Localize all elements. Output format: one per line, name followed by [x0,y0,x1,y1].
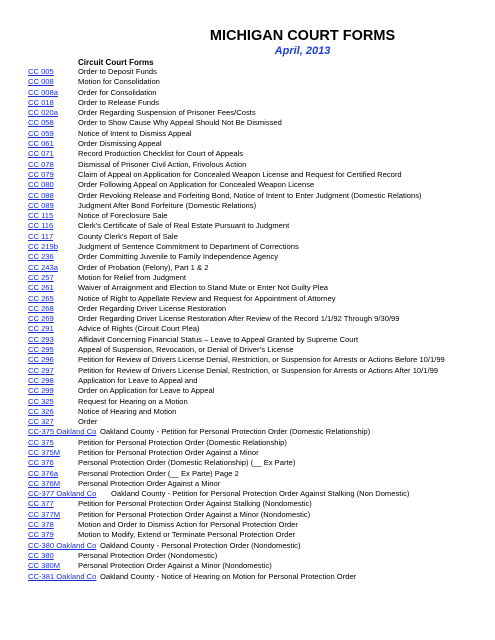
form-row [28,510,493,520]
form-code-link[interactable]: CC 269 [28,314,54,324]
form-code-link[interactable]: CC 299 [28,386,54,396]
form-code-link[interactable]: CC-381 Oakland Co [28,571,97,581]
form-code-link[interactable]: CC 325 [28,396,54,406]
form-row [28,294,493,304]
form-code-link[interactable]: CC 268 [28,303,54,313]
form-row [28,139,493,149]
form-row [28,201,493,211]
form-code-link[interactable]: CC 297 [28,365,54,375]
form-description: Oakland County - Personal Protection Order (Nondomestic) [100,540,301,550]
form-code-link[interactable]: CC 376M [28,478,61,488]
form-row [28,98,493,108]
form-code-link[interactable]: CC 219b [28,242,58,252]
form-row [28,221,493,231]
form-row [28,88,493,98]
form-code-link[interactable]: CC 380M [28,561,61,571]
form-code-link[interactable]: CC 377M [28,509,61,519]
form-row [28,67,493,77]
form-code-link[interactable]: CC 298 [28,375,54,385]
form-row [28,304,493,314]
form-row [28,551,493,561]
form-description: Petition for Personal Protection Order Against a Minor [78,447,259,457]
form-description: Petition for Review of Drivers License Denial, Restriction, or Suspension for Arrests or Actions Before 10/1/99 [78,355,445,365]
form-description: Advice of Rights (Circuit Court Plea) [78,324,200,334]
form-code-link[interactable]: CC 059 [28,128,54,138]
form-code-link[interactable]: CC 379 [28,530,54,540]
form-row [28,77,493,87]
form-row [28,355,493,365]
form-description: Judgment After Bond Forfeiture (Domestic Relations) [78,200,257,210]
form-code-link[interactable]: CC 116 [28,221,54,231]
form-code-link[interactable]: CC 018 [28,97,54,107]
form-description: Appeal of Suspension, Revocation, or Denial of Driver’s License [78,345,294,355]
form-row [28,417,493,427]
form-description: Request for Hearing on a Motion [78,396,188,406]
form-code-link[interactable]: CC 008a [28,87,58,97]
form-code-link[interactable]: CC 375 [28,437,54,447]
form-code-link[interactable]: CC 079 [28,169,54,179]
form-row [28,263,493,273]
form-row [28,489,493,499]
form-row [28,283,493,293]
form-description: Clerk's Certificate of Sale of Real Estate Pursuant to Judgment [78,221,290,231]
form-description: Order [78,417,98,427]
form-description: Petition for Personal Protection Order Against Stalking (Nondomestic) [78,499,312,509]
form-code-link[interactable]: CC 376 [28,458,54,468]
form-description: Notice of Hearing and Motion [78,406,177,416]
form-code-link[interactable]: CC 257 [28,272,54,282]
form-code-link[interactable]: CC 243a [28,262,58,272]
form-row [28,469,493,479]
form-row [28,232,493,242]
form-code-link[interactable]: CC 265 [28,293,54,303]
form-row [28,479,493,489]
form-code-link[interactable]: CC 117 [28,231,54,241]
form-code-link[interactable]: CC-377 Oakland Co [28,489,97,499]
forms-list [28,67,493,582]
form-row [28,366,493,376]
form-code-link[interactable]: CC 078 [28,159,54,169]
form-code-link[interactable]: CC 261 [28,283,54,293]
form-code-link[interactable]: CC 296 [28,355,54,365]
form-row [28,448,493,458]
form-description: Order of Probation (Felony), Part 1 & 2 [78,262,209,272]
form-description: Application for Leave to Appeal and [78,375,198,385]
form-row [28,345,493,355]
form-code-link[interactable]: CC 080 [28,180,54,190]
form-description: County Clerk's Report of Sale [78,231,178,241]
form-code-link[interactable]: CC 236 [28,252,54,262]
form-row [28,541,493,551]
form-description: Order to Release Funds [78,97,160,107]
form-description: Order Revoking Release and Forfeiting Bond, Notice of Intent to Enter Judgment (Domestic Relations) [78,190,422,200]
form-row [28,242,493,252]
form-description: Claim of Appeal on Application for Concealed Weapon License and Request for Certified Record [78,169,402,179]
form-row [28,438,493,448]
form-description: Order on Application for Leave to Appeal [78,386,215,396]
form-description: Record Production Checklist for Court of Appeals [78,149,244,159]
form-code-link[interactable]: CC 071 [28,149,54,159]
form-row [28,170,493,180]
form-code-link[interactable]: CC 377 [28,499,54,509]
form-description: Motion for Consolidation [78,77,160,87]
form-description: Personal Protection Order (__ Ex Parte) Page 2 [78,468,239,478]
form-row [28,108,493,118]
form-description: Notice of Intent to Dismiss Appeal [78,128,192,138]
form-description: Petition for Review of Drivers License Denial, Restriction, or Suspension for Arrests or Actions After 10/1/99 [78,365,439,375]
form-row [28,160,493,170]
form-description: Motion to Modify, Extend or Terminate Personal Protection Order [78,530,296,540]
form-description: Order to Deposit Funds [78,67,157,76]
form-description: Order Following Appeal on Application for Concealed Weapon License [78,180,315,190]
section-heading: Circuit Court Forms [78,58,154,67]
form-row [28,427,493,437]
form-code-link[interactable]: CC 115 [28,211,54,221]
form-description: Personal Protection Order (Domestic Relationship) (__ Ex Parte) [78,458,296,468]
form-code-link[interactable]: CC 326 [28,406,54,416]
form-description: Order Regarding Suspension of Prisoner Fees/Costs [78,108,256,118]
form-description: Oakland County - Notice of Hearing on Motion for Personal Protection Order [100,571,357,581]
page-title: MICHIGAN COURT FORMS [209,28,396,44]
form-row [28,252,493,262]
form-description: Order Regarding Driver License Restoration After Review of the Record 1/1/92 Through 9/30/99 [78,314,400,324]
form-row [28,376,493,386]
form-code-link[interactable]: CC 375M [28,447,61,457]
form-description: Motion for Relief from Judgment [78,272,187,282]
form-code-link[interactable]: CC 293 [28,334,54,344]
form-row [28,273,493,283]
form-row [28,397,493,407]
form-row [28,386,493,396]
form-row [28,530,493,540]
form-row [28,180,493,190]
form-description: Waiver of Arraignment and Election to Stand Mute or Enter Not Guilty Plea [78,283,329,293]
page-subtitle-date: April, 2013 [274,45,331,57]
form-code-link[interactable]: CC 089 [28,200,54,210]
form-code-link[interactable]: CC 061 [28,139,54,149]
form-code-link[interactable]: CC 291 [28,324,54,334]
form-code-link[interactable]: CC 327 [28,417,54,427]
form-code-link[interactable]: CC 378 [28,520,54,530]
form-row [28,572,493,582]
form-row [28,149,493,159]
form-description: Oakland County - Petition for Personal Protection Order Against Stalking (Non Domestic) [111,489,410,499]
form-description: Order to Show Cause Why Appeal Should Not Be Dismissed [78,118,282,128]
form-row [28,561,493,571]
form-description: Order for Consolidation [78,87,157,97]
form-row [28,211,493,221]
form-description: Motion and Order to Dismiss Action for Personal Protection Order [78,520,298,530]
form-row [28,335,493,345]
form-description: Oakland County - Petition for Personal Protection Order (Domestic Relationship) [100,427,371,437]
form-code-link[interactable]: CC 295 [28,345,54,355]
form-description: Notice of Foreclosure Sale [78,211,168,221]
form-code-link[interactable]: CC 088 [28,190,54,200]
form-code-link[interactable]: CC 380 [28,550,54,560]
form-description: Petition for Personal Protection Order Against a Minor (Nondomestic) [78,509,311,519]
form-description: Judgment of Sentence Commitment to Department of Corrections [78,242,299,252]
form-code-link[interactable]: CC 376a [28,468,58,478]
form-code-link[interactable]: CC 058 [28,118,54,128]
form-row [28,129,493,139]
form-code-link[interactable]: CC 020a [28,108,58,118]
form-row [28,191,493,201]
form-code-link[interactable]: CC 005 [28,67,54,76]
form-code-link[interactable]: CC 008 [28,77,54,87]
form-row [28,458,493,468]
form-code-link[interactable]: CC-380 Oakland Co [28,540,97,550]
form-description: Affidavit Concerning Financial Status – Leave to Appeal Granted by Supreme Court [78,334,359,344]
form-code-link[interactable]: CC-375 Oakland Co [28,427,97,437]
form-row [28,520,493,530]
form-description: Order Dismissing Appeal [78,139,162,149]
form-row [28,499,493,509]
form-row [28,324,493,334]
form-row [28,118,493,128]
form-description: Petition for Personal Protection Order (Domestic Relationship) [78,437,287,447]
form-row [28,314,493,324]
form-description: Personal Protection Order (Nondomestic) [78,550,218,560]
form-description: Personal Protection Order Against a Minor [78,478,221,488]
form-description: Order Regarding Driver License Restoration [78,303,227,313]
form-row [28,407,493,417]
form-description: Dismissal of Prisoner Civil Action, Frivolous Action [78,159,247,169]
form-description: Order Committing Juvenile to Family Independence Agency [78,252,279,262]
form-description: Personal Protection Order Against a Minor (Nondomestic) [78,561,272,571]
form-description: Notice of Right to Appellate Review and Request for Appointment of Attorney [78,293,336,303]
